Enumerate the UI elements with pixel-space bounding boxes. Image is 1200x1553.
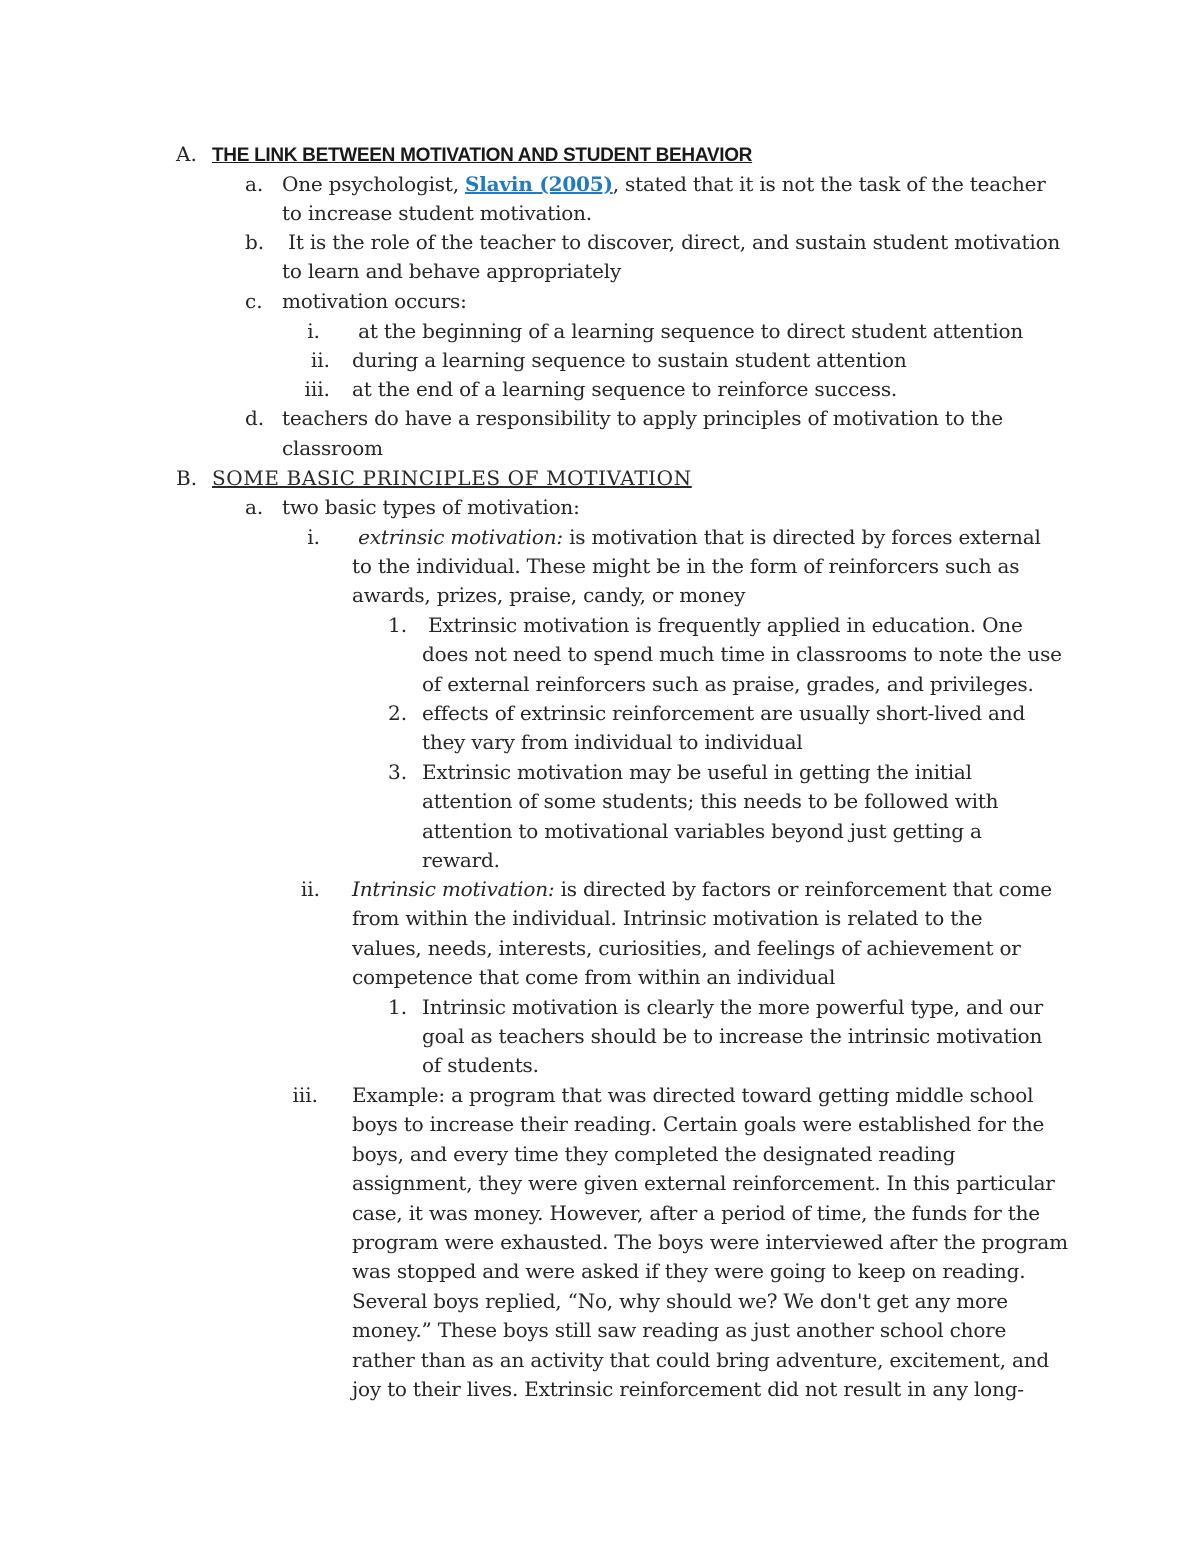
extrinsic-point-2-marker: 2.	[388, 701, 408, 725]
intrinsic-point-1-line1: Intrinsic motivation is clearly the more powerful type, and our	[422, 995, 1044, 1019]
item-c-sub-ii-text: during a learning sequence to sustain student attention	[352, 348, 907, 372]
extrinsic-point-2-line2: they vary from individual to individual	[422, 730, 803, 754]
intrinsic-term: Intrinsic motivation:	[352, 877, 555, 901]
extrinsic-point-1-line3: of external reinforcers such as praise, grades, and privileges.	[422, 672, 1034, 696]
example-line: was stopped and were asked if they were going to keep on reading.	[352, 1259, 1026, 1283]
item-d-marker: d.	[245, 406, 265, 430]
intrinsic-line4: competence that come from within an individual	[352, 965, 836, 989]
example-line: assignment, they were given external reinforcement. In this particular	[352, 1171, 1055, 1195]
item-d-line2: classroom	[282, 436, 383, 460]
item-c-sub-ii-marker: ii.	[310, 348, 330, 372]
section-a-heading: THE LINK BETWEEN MOTIVATION AND STUDENT BEHAVIOR	[212, 145, 753, 166]
extrinsic-line1	[352, 523, 1041, 552]
extrinsic-marker: i.	[307, 525, 320, 549]
extrinsic-point-3-line1: Extrinsic motivation may be useful in getting the initial	[422, 760, 972, 784]
intrinsic-marker: ii.	[300, 877, 320, 901]
example-line: case, it was money. However, after a period of time, the funds for the	[352, 1201, 1040, 1225]
intrinsic-point-1-line2: goal as teachers should be to increase the intrinsic motivation	[422, 1024, 1043, 1048]
item-a-prefix: One psychologist,	[282, 172, 466, 196]
item-a-line1	[282, 170, 1046, 199]
example-line: money.” These boys still saw reading as just another school chore	[352, 1318, 1007, 1342]
item-c-sub-i-marker: i.	[307, 319, 320, 343]
example-line: boys, and every time they completed the designated reading	[352, 1142, 956, 1166]
item-a-marker: a.	[245, 172, 264, 196]
example-line: joy to their lives. Extrinsic reinforcement did not result in any long-	[352, 1377, 1024, 1401]
example-marker: iii.	[292, 1083, 318, 1107]
extrinsic-point-2-line1: effects of extrinsic reinforcement are usually short-lived and	[422, 701, 1026, 725]
extrinsic-point-3-line4: reward.	[422, 848, 500, 872]
item-b-line2: to learn and behave appropriately	[282, 259, 622, 283]
item-c-line1: motivation occurs:	[282, 289, 467, 313]
item-b-line1: It is the role of the teacher to discover, direct, and sustain student motivation	[282, 230, 1061, 254]
item-c-sub-i-text: at the beginning of a learning sequence to direct student attention	[352, 319, 1024, 343]
intrinsic-line1	[352, 875, 1052, 904]
item-a-line2: to increase student motivation.	[282, 201, 592, 225]
b-item-a-text: two basic types of motivation:	[282, 495, 580, 519]
item-c-marker: c.	[245, 289, 263, 313]
extrinsic-line2: to the individual. These might be in the form of reinforcers such as	[352, 554, 1020, 578]
example-line: rather than as an activity that could bring adventure, excitement, and	[352, 1348, 1050, 1372]
extrinsic-line3: awards, prizes, praise, candy, or money	[352, 583, 746, 607]
intrinsic-point-1-line3: of students.	[422, 1053, 539, 1077]
example-line: boys to increase their reading. Certain goals were established for the	[352, 1112, 1045, 1136]
item-c-sub-iii-marker: iii.	[304, 377, 330, 401]
example-line: program were exhausted. The boys were interviewed after the program	[352, 1230, 1068, 1254]
extrinsic-point-1-line1: Extrinsic motivation is frequently applied in education. One	[422, 613, 1023, 637]
extrinsic-point-1-marker: 1.	[388, 613, 408, 637]
section-a-marker: A.	[176, 142, 197, 166]
item-d-line1: teachers do have a responsibility to apply principles of motivation to the	[282, 406, 1003, 430]
extrinsic-point-3-line3: attention to motivational variables beyond just getting a	[422, 819, 982, 843]
item-b-marker: b.	[245, 230, 265, 254]
intrinsic-line2: from within the individual. Intrinsic motivation is related to the	[352, 906, 983, 930]
b-item-a-marker: a.	[245, 495, 264, 519]
example-line: Several boys replied, “No, why should we? We don't get any more	[352, 1289, 1008, 1313]
item-a-suffix: , stated that it is not the task of the teacher	[612, 172, 1046, 196]
extrinsic-point-3-line2: attention of some students; this needs to be followed with	[422, 789, 999, 813]
item-c-sub-iii-text: at the end of a learning sequence to reinforce success.	[352, 377, 898, 401]
intrinsic-line3: values, needs, interests, curiosities, and feelings of achievement or	[352, 936, 1021, 960]
slavin-citation-link[interactable]: Slavin (2005)	[465, 172, 613, 196]
intrinsic-line1-rest: is directed by factors or reinforcement that come	[554, 877, 1052, 901]
section-b-marker: B.	[176, 466, 198, 490]
extrinsic-line1-rest: is motivation that is directed by forces external	[562, 525, 1041, 549]
extrinsic-point-3-marker: 3.	[388, 760, 408, 784]
intrinsic-point-1-marker: 1.	[388, 995, 408, 1019]
extrinsic-point-1-line2: does not need to spend much time in classrooms to note the use	[422, 642, 1062, 666]
extrinsic-term: extrinsic motivation:	[352, 525, 563, 549]
section-b-heading: SOME BASIC PRINCIPLES OF MOTIVATION	[212, 466, 692, 490]
example-line: Example: a program that was directed toward getting middle school	[352, 1083, 1034, 1107]
